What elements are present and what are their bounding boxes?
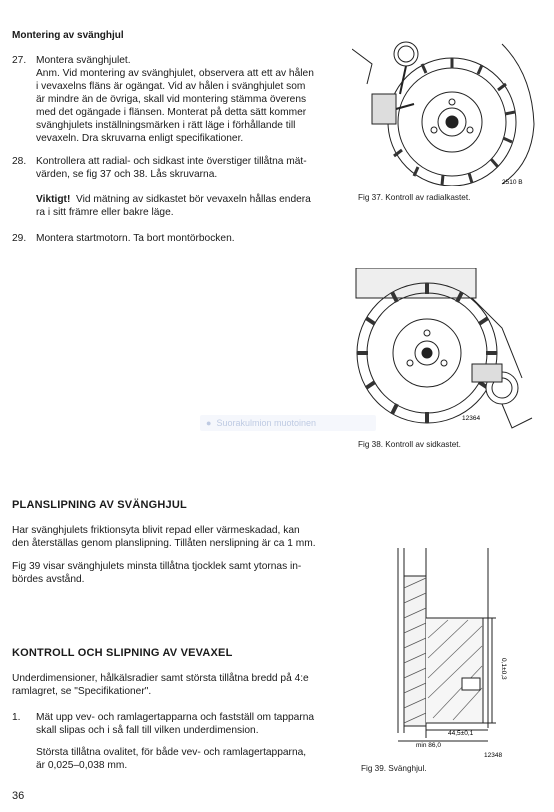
- fig37-caption: Fig 37. Kontroll av radialkastet.: [358, 193, 471, 202]
- fig39-caption: Fig 39. Svänghjul.: [361, 764, 427, 773]
- figure-code: 12364: [462, 415, 481, 422]
- text-line: Har svänghjulets friktionsyta blivit repad eller värmeskadad, kan: [12, 525, 300, 536]
- important-note: [36, 193, 346, 219]
- item-1-extra: [36, 746, 356, 772]
- item-29-text: Montera startmotorn. Ta bort montörbocken.: [36, 233, 235, 244]
- text-line: Montera svänghjulet.: [36, 55, 131, 66]
- item-28-text: [36, 155, 346, 181]
- important-label: Viktigt!: [36, 194, 71, 205]
- item-number: 27.: [12, 55, 27, 66]
- item-number: 29.: [12, 233, 27, 244]
- item-1-text: [36, 711, 356, 737]
- figure-code: 2510 B: [502, 179, 523, 186]
- text-line: ramlagret, se "Specifikationer".: [12, 686, 152, 697]
- text-line: Anm. Vid montering av svänghjulet, observera att ett av hålen: [36, 68, 314, 79]
- text-line: värden, se fig 37 och 38. Lås skruvarna.: [36, 169, 218, 180]
- section-heading-montering: Montering av svänghjul: [12, 30, 124, 41]
- text-line: bördes avstånd.: [12, 574, 85, 585]
- item-27-text: [36, 54, 346, 145]
- section-heading-planslipning: PLANSLIPNING AV SVÄNGHJUL: [12, 499, 187, 511]
- fig39-dimension-b: min 86,0: [416, 742, 441, 749]
- text-line: ra i sitt främre eller bakre läge.: [36, 207, 174, 218]
- selection-watermark: [200, 415, 376, 431]
- text-line: svänghjulets inställningsmärken i rätt läge i förhållande till: [36, 120, 296, 131]
- figure-code: 12348: [484, 752, 503, 759]
- item-number: 1.: [12, 712, 21, 723]
- fig37-radial-runout-illustration: [352, 34, 544, 186]
- fig39-dimension-a: 44,5±0,1: [448, 730, 474, 737]
- text-line: Fig 39 visar svänghjulets minsta tillåtna tjocklek samt ytornas in-: [12, 561, 302, 572]
- fig38-side-runout-illustration: [352, 268, 544, 438]
- text-line: Största tillåtna ovalitet, för både vev- och ramlagertapparna,: [36, 747, 307, 758]
- text-line: skall slipas och i så fall till vilken underdimension.: [36, 725, 259, 736]
- watermark-text: Suorakulmion muotoinen: [216, 418, 317, 428]
- fig39-dimension-c: 0,1±0,3: [500, 658, 507, 680]
- text-line: är 0,025–0,038 mm.: [36, 760, 128, 771]
- dot-icon: ●: [206, 418, 212, 428]
- fig39-flywheel-section-drawing: [378, 548, 518, 760]
- text-line: är mindre än de övriga, skall vid montering stämma överens: [36, 94, 307, 105]
- text-line: Underdimensioner, hålkälsradier samt största tillåtna bredd på 4:e: [12, 673, 309, 684]
- text-line: den återställas genom planslipning. Tillåten nerslipning är ca 1 mm.: [12, 538, 316, 549]
- text-line: vevaxeln. Dra skruvarna enligt specifikationer.: [36, 133, 244, 144]
- text-line: i vevaxelns fläns är ogängat. Vid av hålen i svänghjulet som: [36, 81, 306, 92]
- text-line: Mät upp vev- och ramlagertapparna och fastställ om tapparna: [36, 712, 315, 723]
- section-heading-vevaxel: KONTROLL OCH SLIPNING AV VEVAXEL: [12, 647, 233, 659]
- planslipning-paragraph-1: [12, 524, 352, 550]
- fig38-caption: Fig 38. Kontroll av sidkastet.: [358, 440, 461, 449]
- text-line: Vid mätning av sidkastet bör vevaxeln hållas endera: [76, 194, 311, 205]
- page-number: 36: [12, 790, 25, 802]
- text-line: med det ogängade i flänsen. Monterat på detta sätt kommer: [36, 107, 307, 118]
- vevaxel-paragraph: [12, 672, 352, 698]
- planslipning-paragraph-2: [12, 560, 352, 586]
- item-number: 28.: [12, 156, 27, 167]
- text-line: Kontrollera att radial- och sidkast inte överstiger tillåtna mät-: [36, 156, 307, 167]
